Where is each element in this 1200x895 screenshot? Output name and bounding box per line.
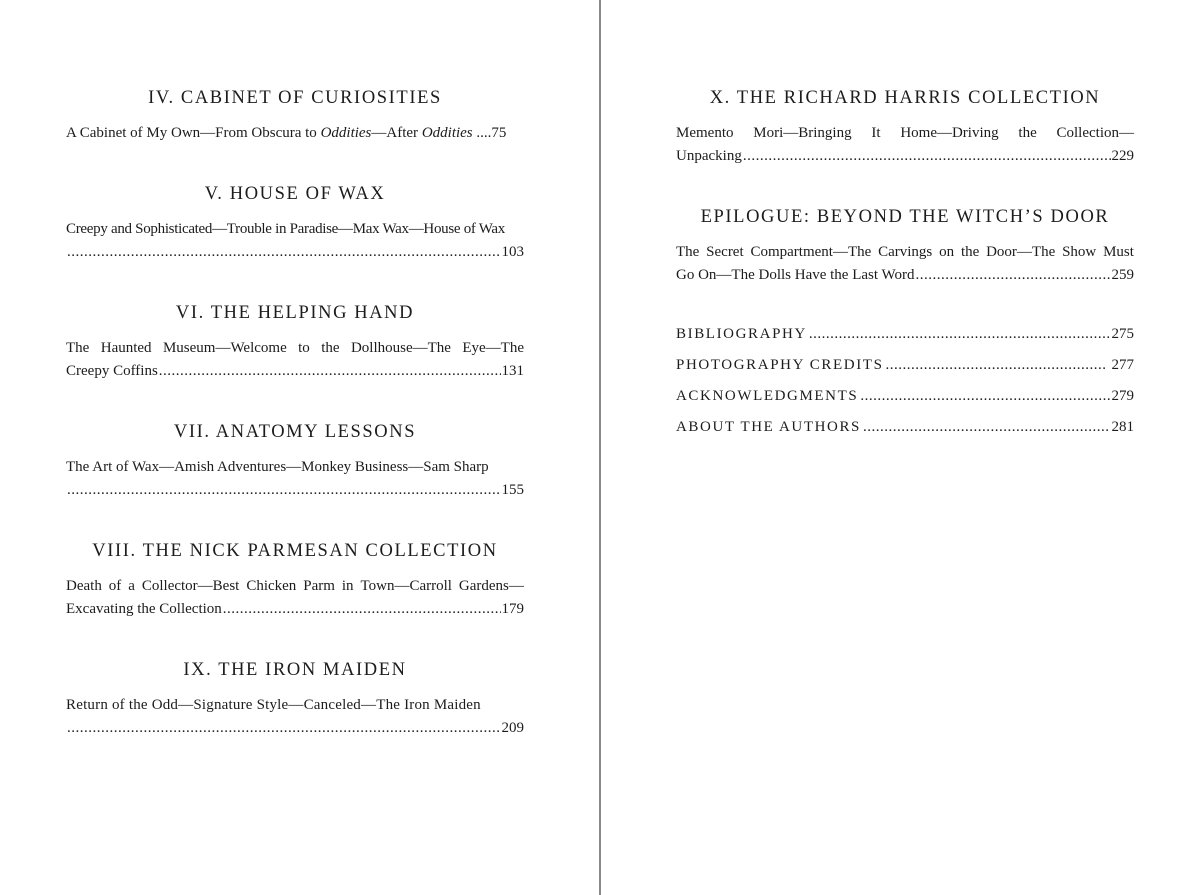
dot-leader	[67, 241, 501, 264]
dot-leader	[915, 264, 1110, 287]
entry-word: Compartment—The	[750, 244, 872, 260]
entry-text: Excavating the Collection	[66, 601, 222, 617]
chapter-entries	[676, 122, 1134, 168]
chapter-heading: V. HOUSE OF WAX	[204, 184, 386, 204]
toc-entry-line	[66, 575, 524, 598]
entry-word: Haunted	[100, 340, 152, 356]
toc-entry-leader-line	[66, 717, 524, 740]
back-matter-label: BIBLIOGRAPHY	[676, 326, 807, 342]
entry-text: Go On—The Dolls Have the Last Word	[676, 267, 915, 283]
book-spine-divider	[599, 0, 601, 895]
entry-word: Museum—Welcome	[162, 340, 287, 356]
entry-text: A Cabinet of My Own—From Obscura to	[66, 125, 321, 141]
toc-entry-leader-line	[676, 145, 1134, 168]
entry-word: Eye—The	[462, 340, 524, 356]
entry-word: Carvings	[878, 244, 933, 260]
toc-section-vi	[66, 302, 524, 383]
back-matter-bibliography	[676, 326, 1134, 357]
entry-word: Door—The	[986, 244, 1056, 260]
toc-entry-leader-line	[66, 360, 524, 383]
back-matter-about-the-authors	[676, 419, 1134, 450]
entry-word: The	[676, 244, 700, 260]
entry-word: Collection—	[1056, 125, 1134, 141]
dot-leader	[67, 479, 501, 502]
entry-word: Must	[1103, 244, 1134, 260]
toc-section-viii	[66, 540, 524, 621]
chapter-entries	[66, 218, 524, 264]
entry-word: Home—Driving	[900, 125, 999, 141]
entry-word: Dollhouse—The	[350, 340, 451, 356]
back-matter-label: PHOTOGRAPHY CREDITS	[676, 357, 884, 373]
entry-word: The	[66, 340, 90, 356]
entry-word: Memento	[676, 125, 734, 141]
entry-word: a	[128, 578, 135, 594]
entry-word: Show	[1062, 244, 1097, 260]
entry-leader: ....	[472, 125, 492, 141]
dot-leader	[159, 360, 501, 383]
dot-leader	[860, 388, 1109, 405]
entry-text: Unpacking	[676, 148, 742, 164]
page-number: 281	[1111, 419, 1134, 435]
page-number: 277	[1107, 357, 1134, 373]
toc-entry-line	[66, 122, 524, 145]
back-matter-photography-credits	[676, 357, 1134, 388]
toc-section-iv	[66, 87, 524, 145]
chapter-heading: VII. ANATOMY LESSONS	[173, 422, 417, 442]
page-number: 131	[501, 363, 524, 379]
page-number: 75	[491, 125, 507, 141]
page-number: 209	[501, 720, 524, 736]
entry-word: Secret	[706, 244, 744, 260]
entry-word: It	[871, 125, 881, 141]
page-number: 259	[1111, 267, 1134, 283]
entry-text: Creepy Coffins	[66, 363, 158, 379]
page-number: 279	[1111, 388, 1134, 404]
toc-entry-line: Creepy and Sophisticated—Trouble in Paradise—Max Wax—House of Wax	[66, 221, 505, 237]
chapter-entries	[66, 456, 524, 502]
dot-leader	[743, 145, 1111, 168]
entry-word: Town—Carroll	[360, 578, 452, 594]
toc-entry-leader-line	[676, 264, 1134, 287]
page-number: 155	[501, 482, 524, 498]
chapter-heading: IV. CABINET OF CURIOSITIES	[148, 88, 442, 108]
entry-italic-title: Oddities	[421, 125, 473, 141]
toc-entry-line: The Art of Wax—Amish Adventures—Monkey Business—Sam Sharp	[66, 459, 489, 475]
entry-word: the	[321, 340, 340, 356]
toc-entry-leader-line	[66, 479, 524, 502]
entry-text: —After	[371, 125, 422, 141]
back-matter-list	[676, 326, 1134, 450]
chapter-heading: X. THE RICHARD HARRIS COLLECTION	[709, 88, 1101, 108]
page-number: 229	[1111, 148, 1134, 164]
toc-entry-line	[66, 337, 524, 360]
chapter-heading: VI. THE HELPING HAND	[175, 303, 415, 323]
dot-leader	[886, 357, 1106, 374]
chapter-entries	[676, 241, 1134, 287]
chapter-entries	[66, 337, 524, 383]
chapter-heading: EPILOGUE: BEYOND THE WITCH’S DOOR	[700, 207, 1110, 227]
toc-section-v	[66, 183, 524, 264]
dot-leader	[863, 419, 1110, 436]
toc-section-epilogue	[676, 206, 1134, 287]
back-matter-label: ABOUT THE AUTHORS	[676, 419, 861, 435]
entry-word: Parm	[303, 578, 335, 594]
dot-leader	[809, 326, 1110, 343]
entry-word: Gardens—	[458, 578, 524, 594]
entry-word: the	[1018, 125, 1037, 141]
chapter-entries	[66, 694, 524, 740]
dot-leader	[67, 717, 501, 740]
chapter-entries	[66, 575, 524, 621]
entry-word: Death	[66, 578, 102, 594]
back-matter-acknowledgments	[676, 388, 1134, 419]
chapter-heading: VIII. THE NICK PARMESAN COLLECTION	[92, 541, 498, 561]
entry-word: Chicken	[246, 578, 297, 594]
toc-entry-leader-line	[66, 241, 524, 264]
entry-word: Collector—Best	[141, 578, 240, 594]
toc-entry-leader-line	[66, 598, 524, 621]
toc-entry-line	[676, 241, 1134, 264]
toc-entry-line	[676, 122, 1134, 145]
toc-entry-line: Return of the Odd—Signature Style—Canceled—The Iron Maiden	[66, 697, 481, 713]
toc-section-x	[676, 87, 1134, 168]
toc-section-ix	[66, 659, 524, 740]
chapter-heading: IX. THE IRON MAIDEN	[183, 660, 407, 680]
dot-leader	[223, 598, 501, 621]
entry-word: to	[298, 340, 310, 356]
toc-section-vii	[66, 421, 524, 502]
page-number: 275	[1111, 326, 1134, 342]
back-matter-label: ACKNOWLEDGMENTS	[676, 388, 859, 404]
entry-italic-title: Oddities	[320, 125, 372, 141]
chapter-entries	[66, 122, 524, 145]
entry-word: on	[939, 244, 955, 260]
page-number: 103	[501, 244, 524, 260]
page-number: 179	[501, 601, 524, 617]
entry-word: the	[960, 244, 980, 260]
entry-word: Mori—Bringing	[753, 125, 852, 141]
entry-word: in	[341, 578, 354, 594]
entry-word: of	[108, 578, 122, 594]
